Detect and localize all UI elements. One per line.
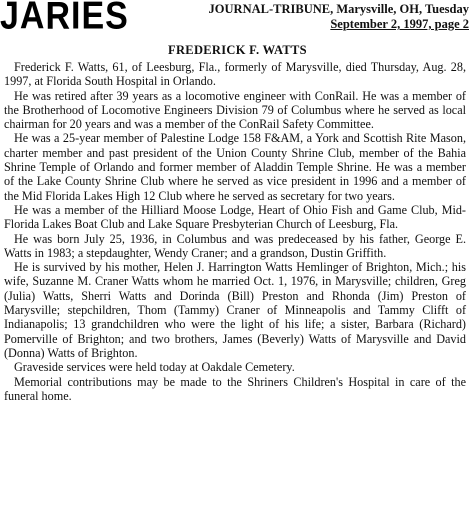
masthead-date-line: September 2, 1997, page 2 bbox=[330, 17, 469, 31]
paragraph-survivors: He is survived by his mother, Helen J. Harrington Watts Hemlinger of Brighton, Mich.; his wife, Suzanne M. Craner Watts whom he married Oct. 1, 1976, in Marysville; children, Greg (Julia) Watts, Sherri Watts and Dorinda (Bill) Preston and Rhonda (Jim) Preston of Marysville; stepchildren, Thom (Tammy) Craner of Minneapolis and Tammy Clifft of Indianapolis; 13 grandchildren who were the light of his life; a sister, Barbara (Richard) Pomerville of Brighton; and two brothers, James (Beverly) Watts of Marysville and David (Donna) Watts of Brighton. bbox=[4, 260, 466, 360]
paragraph-career: He was retired after 39 years as a locomotive engineer with ConRail. He was a member of the Brotherhood of Locomotive Engineers Division 79 of Columbus where he served as local chairman for 20 years and was a member of the ConRail Safety Committee. bbox=[4, 88, 466, 132]
paragraph-services: Graveside services were held today at Oakdale Cemetery. bbox=[14, 360, 295, 375]
paragraph-birth: He was born July 25, 1936, in Columbus and was predeceased by his father, George E. Watts in 1983; a stepdaughter, Wendy Craner; and a grandson, Dustin Griffith. bbox=[4, 231, 466, 260]
obituary-title: FREDERICK F. WATTS bbox=[168, 43, 307, 57]
paragraph-memberships: He was a member of the Hilliard Moose Lodge, Heart of Ohio Fish and Game Club, Mid-Florida Lakes Boat Club and Lake Square Presbyterian Church of Leesburg, Fla. bbox=[4, 202, 466, 232]
obituary-body bbox=[4, 60, 466, 403]
paragraph-memorial: Memorial contributions may be made to the Shriners Children's Hospital in care of the funeral home. bbox=[4, 374, 466, 403]
page-header bbox=[0, 0, 475, 38]
masthead-publication-line: JOURNAL-TRIBUNE, Marysville, OH, Tuesday bbox=[208, 2, 469, 16]
paragraph-death-notice: Frederick F. Watts, 61, of Leesburg, Fla., formerly of Marysville, died Thursday, Aug. 28, 1997, at Florida South Hospital in Orlando. bbox=[4, 60, 466, 89]
masthead bbox=[209, 2, 469, 32]
section-heading: JARIES bbox=[0, 0, 129, 38]
paragraph-masonic: He was a 25-year member of Palestine Lodge 158 F&AM, a York and Scottish Rite Mason, charter member and past president of the Union County Shrine Club, member of the Bahia Shrine Temple of Orlando and former member of Aladdin Temple Shrine. He was a member of the Lake County Shrine Club where he served as vice president in 1996 and a member of the Mid Florida Lakes High 12 Club where he served as secretary for two years. bbox=[4, 131, 466, 203]
